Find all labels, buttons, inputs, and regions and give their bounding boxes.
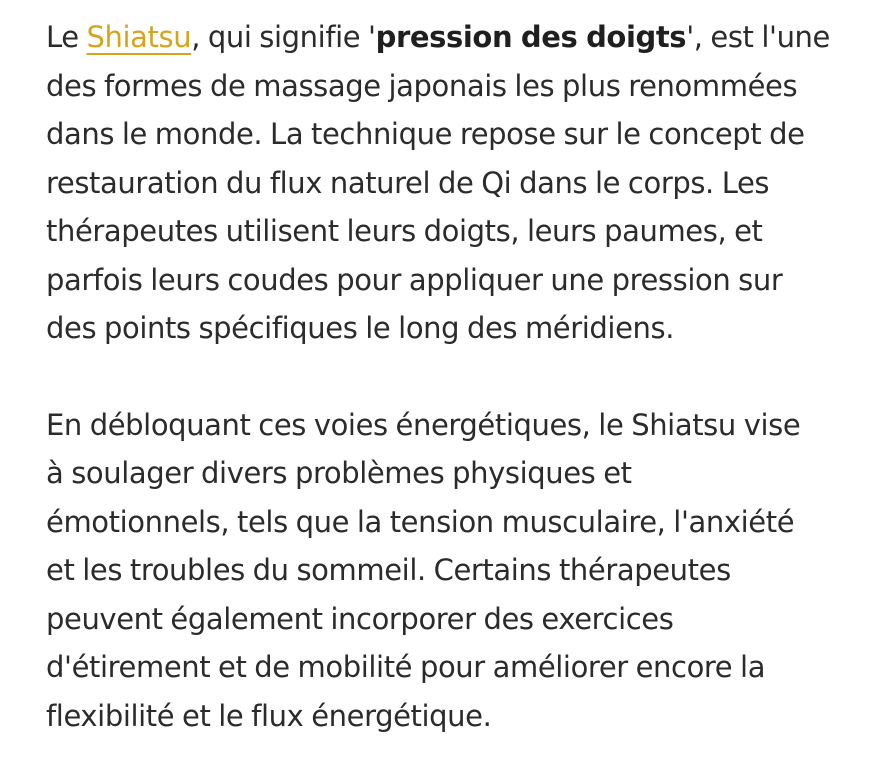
- text-segment: , qui signifie ': [191, 20, 376, 54]
- text-line: d'étirement et de mobilité pour améliorer encore la: [46, 650, 766, 684]
- text-line: parfois leurs coudes pour appliquer une pression sur: [46, 262, 783, 297]
- text-line: des points spécifiques le long des méridiens.: [46, 311, 675, 345]
- text-line: à soulager divers problèmes physiques et: [46, 456, 632, 490]
- text-line: flexibilité et le flux énergétique.: [46, 698, 492, 733]
- text-line: [46, 13, 846, 62]
- text-segment: Le: [46, 20, 87, 54]
- text-line: des formes de massage japonais les plus renommées: [46, 68, 798, 103]
- text-segment: ', est l'une: [686, 20, 830, 54]
- text-line: peuvent également incorporer des exercices: [46, 601, 674, 636]
- text-line: émotionnels, tels que la tension musculaire, l'anxiété: [46, 504, 795, 539]
- text-line: thérapeutes utilisent leurs doigts, leurs paumes, et: [46, 214, 763, 248]
- shiatsu-link[interactable]: Shiatsu: [86, 20, 192, 54]
- article-body: [46, 13, 846, 740]
- paragraph-1: [46, 13, 846, 353]
- paragraph-2: [46, 401, 846, 741]
- text-line: En débloquant ces voies énergétiques, le Shiatsu vise: [46, 407, 801, 442]
- text-line: et les troubles du sommeil. Certains thérapeutes: [46, 553, 731, 587]
- paragraph-spacer: [46, 353, 846, 401]
- text-line: restauration du flux naturel de Qi dans le corps. Les: [46, 165, 770, 200]
- bold-term: pression des doigts: [375, 20, 687, 54]
- text-line: dans le monde. La technique repose sur le concept de: [46, 117, 805, 151]
